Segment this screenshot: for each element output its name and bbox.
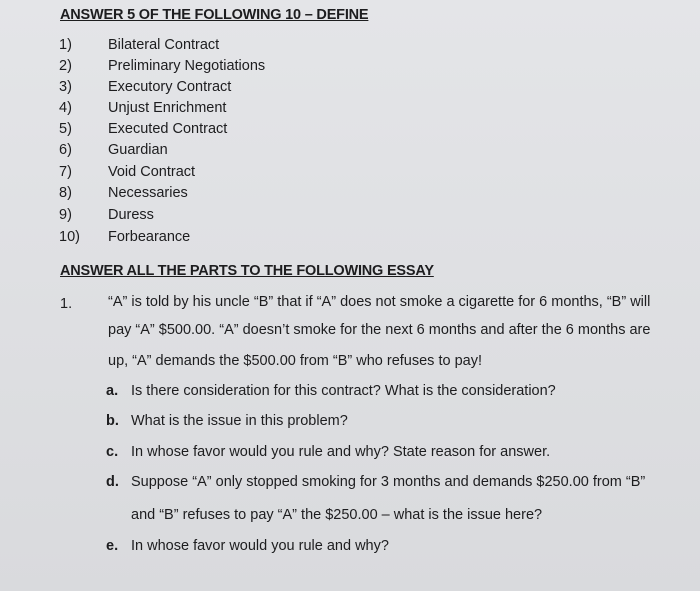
- sub-question-letter: e.: [106, 538, 119, 554]
- item-term: Void Contract: [108, 164, 196, 180]
- item-number: 2): [59, 58, 72, 74]
- prompt-line: “A” is told by his uncle “B” that if “A” does not smoke a cigarette for 6 months, “B” will: [108, 294, 651, 310]
- sub-question-text: and “B” refuses to pay “A” the $250.00 – what is the issue here?: [131, 507, 543, 523]
- essay-section-title: ANSWER ALL THE PARTS TO THE FOLLOWING ESSAY: [60, 263, 434, 279]
- item-term: Guardian: [108, 142, 168, 158]
- sub-question-text: Suppose “A” only stopped smoking for 3 months and demands $250.00 from “B”: [131, 474, 646, 490]
- item-number: 9): [59, 207, 72, 223]
- prompt-line: pay “A” $500.00. “A” doesn’t smoke for the next 6 months and after the 6 months are: [108, 322, 651, 338]
- item-number: 8): [59, 185, 72, 201]
- item-term: Unjust Enrichment: [108, 100, 227, 116]
- item-number: 7): [59, 164, 72, 180]
- item-term: Executed Contract: [108, 121, 228, 137]
- sub-question-letter: b.: [106, 413, 119, 429]
- sub-question-text: Is there consideration for this contract? What is the consideration?: [131, 383, 556, 399]
- item-number: 10): [59, 229, 80, 245]
- sub-question-text: In whose favor would you rule and why?: [131, 538, 389, 554]
- item-number: 1): [59, 37, 72, 53]
- item-number: 5): [59, 121, 72, 137]
- sub-question-text: In whose favor would you rule and why? State reason for answer.: [131, 444, 551, 460]
- item-number: 4): [59, 100, 72, 116]
- item-number: 6): [59, 142, 72, 158]
- sub-question-letter: a.: [106, 383, 119, 399]
- question-number: 1.: [60, 296, 73, 312]
- item-number: 3): [59, 79, 72, 95]
- prompt-line: up, “A” demands the $500.00 from “B” who refuses to pay!: [108, 353, 482, 369]
- define-section-title: ANSWER 5 OF THE FOLLOWING 10 – DEFINE: [60, 7, 369, 23]
- item-term: Bilateral Contract: [108, 37, 220, 53]
- item-term: Forbearance: [108, 229, 191, 245]
- item-term: Preliminary Negotiations: [108, 58, 266, 74]
- item-term: Duress: [108, 207, 154, 223]
- sub-question-letter: d.: [106, 474, 119, 490]
- sub-question-letter: c.: [106, 444, 119, 460]
- item-term: Executory Contract: [108, 79, 232, 95]
- sub-question-text: What is the issue in this problem?: [131, 413, 348, 429]
- item-term: Necessaries: [108, 185, 188, 201]
